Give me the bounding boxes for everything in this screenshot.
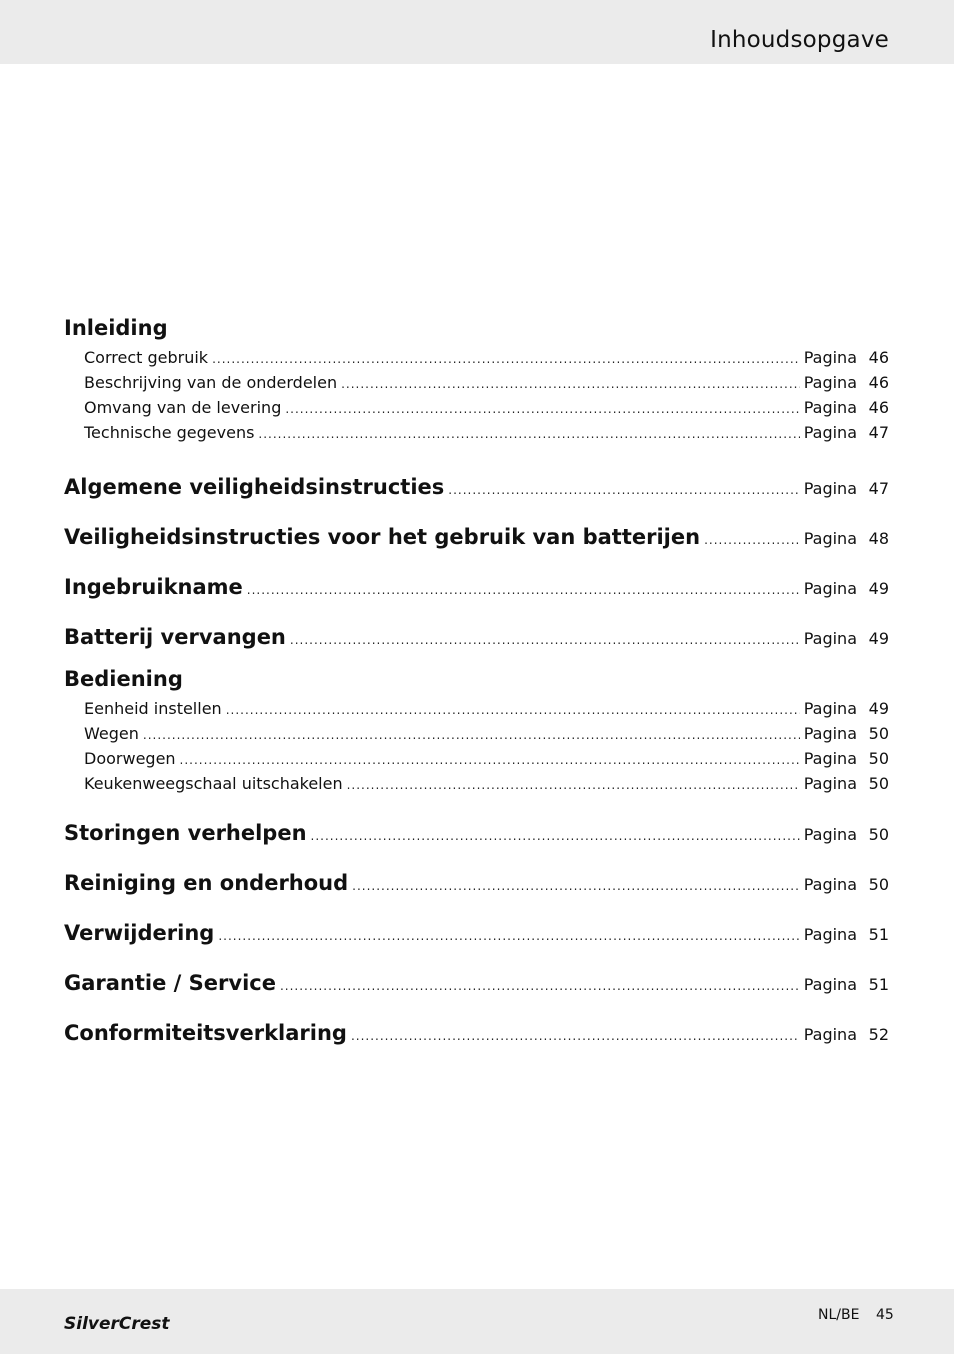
- toc-main-label: Ingebruikname: [64, 575, 243, 599]
- leader-dots: [311, 811, 800, 861]
- leader-dots: [448, 465, 799, 515]
- leader-dots: [285, 397, 799, 422]
- toc-entry-pagina: Pagina: [803, 1025, 857, 1044]
- logo-text: SilverCrest: [64, 1314, 170, 1334]
- toc-main-entry[interactable]: [64, 462, 889, 512]
- leader-dots: [704, 515, 800, 565]
- toc-main-entry[interactable]: [64, 612, 889, 662]
- page-header: [0, 0, 954, 64]
- toc-entry-pagina: Pagina: [803, 579, 857, 598]
- toc-main-label: Batterij vervangen: [64, 625, 286, 649]
- toc-main-entry[interactable]: [64, 512, 889, 562]
- leader-dots: [341, 372, 800, 397]
- toc-entry-pagina: Pagina: [803, 479, 857, 498]
- leader-dots: [143, 723, 800, 748]
- toc-heading-inleiding: Inleiding: [64, 316, 168, 340]
- toc-entry-label: Eenheid instellen: [84, 699, 222, 718]
- toc-entry-page-number: 49: [868, 579, 889, 598]
- toc-entry-pagina: Pagina: [803, 749, 857, 768]
- toc-entry-page-number: 50: [868, 724, 889, 743]
- toc-entry-pagina: Pagina: [803, 724, 857, 743]
- toc-entry-pagina: Pagina: [803, 529, 857, 548]
- toc-entry[interactable]: [64, 721, 889, 746]
- toc-entry[interactable]: [64, 370, 889, 395]
- toc-entry-label: Omvang van de levering: [84, 398, 282, 417]
- toc-entry-page-number: 52: [868, 1025, 889, 1044]
- toc-entry-label: Correct gebruik: [84, 348, 209, 367]
- toc-entry-page-number: 50: [868, 774, 889, 793]
- toc-heading-bediening: Bediening: [64, 667, 183, 691]
- table-of-contents: [64, 312, 889, 1058]
- toc-entry-pagina: Pagina: [803, 699, 857, 718]
- leader-dots: [351, 1011, 800, 1061]
- toc-entry-page-number: 49: [868, 699, 889, 718]
- leader-dots: [212, 347, 800, 372]
- toc-entry-pagina: Pagina: [803, 398, 857, 417]
- toc-section-inleiding: [64, 312, 889, 445]
- toc-entry-pagina: Pagina: [803, 774, 857, 793]
- toc-entry-pagina: Pagina: [803, 975, 857, 994]
- toc-main-entry[interactable]: [64, 808, 889, 858]
- toc-entry-label: Technische gegevens: [84, 423, 255, 442]
- toc-entry[interactable]: [64, 345, 889, 370]
- toc-main-label: Reiniging en onderhoud: [64, 871, 349, 895]
- toc-main-label: Verwijdering: [64, 921, 215, 945]
- toc-entry-pagina: Pagina: [803, 629, 857, 648]
- toc-main-label: Conformiteitsverklaring: [64, 1021, 347, 1045]
- toc-entry[interactable]: [64, 420, 889, 445]
- toc-entry-pagina: Pagina: [803, 825, 857, 844]
- toc-entry-page-number: 46: [868, 373, 889, 392]
- toc-entry-page-number: 51: [868, 925, 889, 944]
- leader-dots: [258, 422, 799, 447]
- toc-main-entry[interactable]: [64, 908, 889, 958]
- toc-entry-label: Wegen: [84, 724, 139, 743]
- language-code: NL/BE: [818, 1307, 860, 1323]
- toc-entry[interactable]: [64, 746, 889, 771]
- toc-main-entry[interactable]: [64, 562, 889, 612]
- leader-dots: [347, 773, 800, 798]
- toc-entry-pagina: Pagina: [803, 925, 857, 944]
- toc-entry-page-number: 51: [868, 975, 889, 994]
- toc-entry-page-number: 47: [868, 423, 889, 442]
- page-title: Inhoudsopgave: [710, 27, 889, 53]
- leader-dots: [280, 961, 800, 1011]
- toc-entry-page-number: 46: [868, 348, 889, 367]
- toc-entry-label: Doorwegen: [84, 749, 176, 768]
- page-number: 45: [876, 1307, 894, 1323]
- toc-entry-pagina: Pagina: [803, 373, 857, 392]
- toc-main-entry[interactable]: [64, 858, 889, 908]
- toc-main-label: Storingen verhelpen: [64, 821, 307, 845]
- toc-entry-pagina: Pagina: [803, 348, 857, 367]
- leader-dots: [180, 748, 800, 773]
- toc-entry-label: Keukenweegschaal uitschakelen: [84, 774, 343, 793]
- toc-main-label: Algemene veiligheidsinstructies: [64, 475, 445, 499]
- toc-main-entry[interactable]: [64, 958, 889, 1008]
- toc-entry[interactable]: [64, 696, 889, 721]
- toc-entry-pagina: Pagina: [803, 423, 857, 442]
- leader-dots: [352, 861, 800, 911]
- toc-entry-page-number: 50: [868, 875, 889, 894]
- toc-entry[interactable]: [64, 395, 889, 420]
- toc-entry-label: Beschrijving van de onderdelen: [84, 373, 338, 392]
- toc-main-entry[interactable]: [64, 1008, 889, 1058]
- toc-entry-page-number: 50: [868, 825, 889, 844]
- page-footer: [0, 1289, 954, 1354]
- toc-entry-page-number: 50: [868, 749, 889, 768]
- toc-entry-page-number: 46: [868, 398, 889, 417]
- toc-entry-page-number: 48: [868, 529, 889, 548]
- toc-main-label: Garantie / Service: [64, 971, 276, 995]
- toc-entry-pagina: Pagina: [803, 875, 857, 894]
- toc-entry-page-number: 49: [868, 629, 889, 648]
- toc-entry[interactable]: [64, 771, 889, 796]
- leader-dots: [226, 698, 800, 723]
- leader-dots: [290, 615, 800, 665]
- silvercrest-logo: [64, 1309, 214, 1335]
- toc-entry-page-number: 47: [868, 479, 889, 498]
- toc-section-bediening: [64, 663, 889, 796]
- toc-main-label: Veiligheidsinstructies voor het gebruik van batterijen: [64, 525, 701, 549]
- leader-dots: [218, 911, 799, 961]
- leader-dots: [247, 565, 800, 615]
